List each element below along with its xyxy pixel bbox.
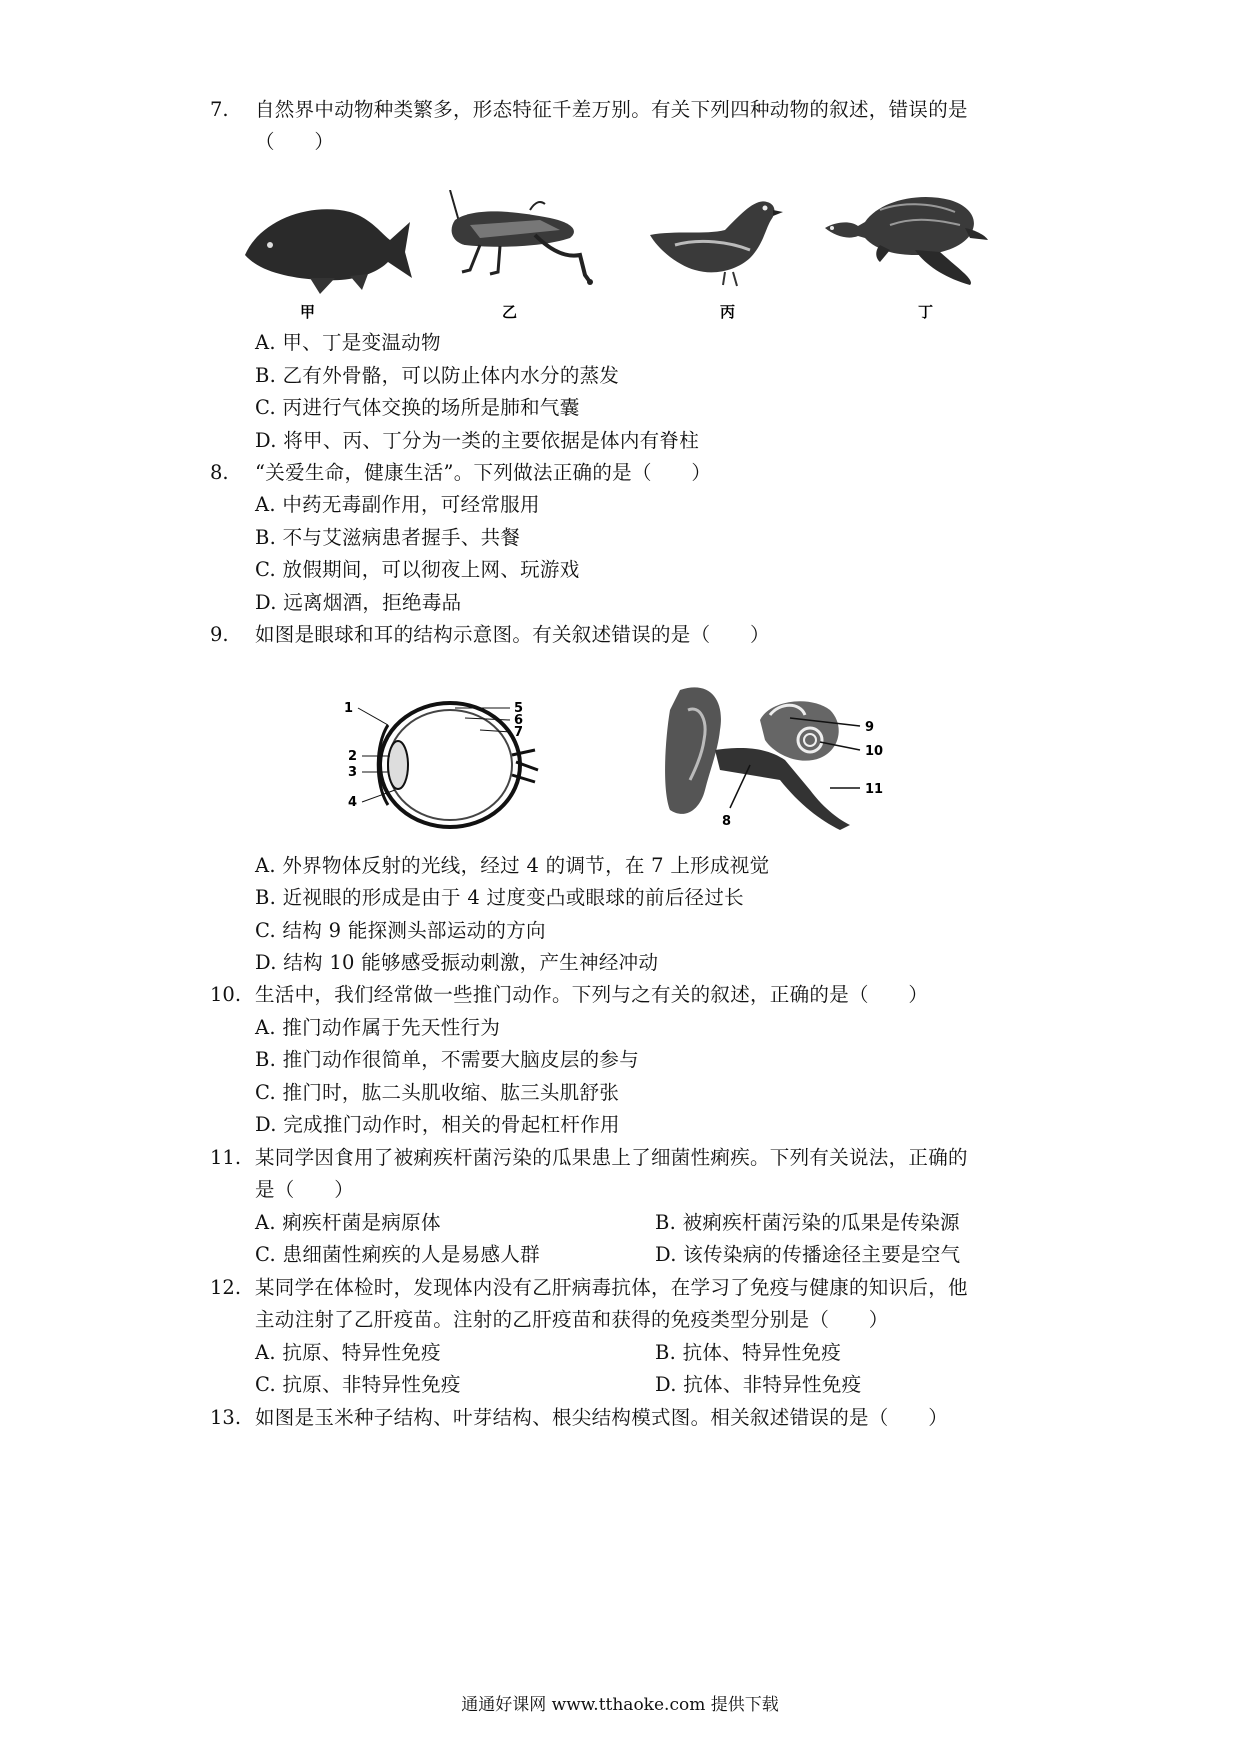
animals-figure (240, 190, 1040, 330)
fig-label-jia: 甲 (300, 303, 316, 321)
q10-option-a: A. 推门动作属于先天性行为 (255, 1016, 501, 1039)
q10-number: 10. (210, 983, 242, 1006)
q13-stem: 如图是玉米种子结构、叶芽结构、根尖结构模式图。相关叙述错误的是（ ） (255, 1406, 949, 1429)
pigeon-illustration (650, 201, 783, 286)
eye-label-2: 2 (348, 749, 358, 764)
q12-number: 12. (210, 1276, 242, 1299)
turtle-illustration (825, 197, 988, 285)
q8-stem: “关爱生命，健康生活”。下列做法正确的是（ ） (255, 461, 712, 484)
q7-number: 7. (210, 98, 229, 121)
q12-stem: 某同学在体检时，发现体内没有乙肝病毒抗体，在学习了免疫与健康的知识后，他 (255, 1276, 968, 1299)
eye-label-4: 4 (348, 795, 358, 810)
eye-label-7: 7 (514, 725, 524, 740)
q13-number: 13. (210, 1406, 242, 1429)
q10-stem: 生活中，我们经常做一些推门动作。下列与之有关的叙述，正确的是（ ） (255, 983, 929, 1006)
q11-stem-cont: 是（ ） (255, 1178, 355, 1201)
q7-stem: 自然界中动物种类繁多，形态特征千差万别。有关下列四种动物的叙述，错误的是 (255, 98, 968, 121)
ear-label-8: 8 (722, 814, 732, 829)
q11-option-c: C. 患细菌性痢疾的人是易感人群 (255, 1243, 540, 1266)
q11-option-b: B. 被痢疾杆菌污染的瓜果是传染源 (655, 1211, 960, 1234)
q8-option-a: A. 中药无毒副作用，可经常服用 (255, 493, 540, 516)
q9-option-a: A. 外界物体反射的光线，经过 4 的调节，在 7 上形成视觉 (255, 854, 770, 877)
q12-option-b: B. 抗体、特异性免疫 (655, 1341, 842, 1364)
ear-label-10: 10 (865, 744, 884, 759)
q7-option-a: A. 甲、丁是变温动物 (255, 331, 441, 354)
q11-number: 11. (210, 1146, 242, 1169)
eye-label-6: 6 (514, 713, 524, 728)
q11-stem: 某同学因食用了被痢疾杆菌污染的瓜果患上了细菌性痢疾。下列有关说法，正确的 (255, 1146, 968, 1169)
q9-option-c: C. 结构 9 能探测头部运动的方向 (255, 919, 546, 942)
ear-label-9: 9 (865, 720, 875, 735)
ear-diagram (660, 680, 900, 835)
q7-option-c: C. 丙进行气体交换的场所是肺和气囊 (255, 396, 580, 419)
q9-number: 9. (210, 623, 229, 646)
eye-label-3: 3 (348, 765, 358, 780)
eye-label-5: 5 (514, 701, 524, 716)
q8-option-b: B. 不与艾滋病患者握手、共餐 (255, 526, 521, 549)
q10-option-c: C. 推门时，肱二头肌收缩、肱三头肌舒张 (255, 1081, 620, 1104)
q10-option-d: D. 完成推门动作时，相关的骨起杠杆作用 (255, 1113, 620, 1136)
q8-number: 8. (210, 461, 229, 484)
q12-option-c: C. 抗原、非特异性免疫 (255, 1373, 461, 1396)
fig-label-yi: 乙 (502, 303, 518, 321)
fig-label-ding: 丁 (918, 303, 934, 321)
ear-label-11: 11 (865, 782, 884, 797)
q7-stem-bracket: （ ） (255, 130, 335, 153)
q11-option-a: A. 痢疾杆菌是病原体 (255, 1211, 441, 1234)
eye-diagram (340, 690, 540, 840)
q12-stem-cont: 主动注射了乙肝疫苗。注射的乙肝疫苗和获得的免疫类型分别是（ ） (255, 1308, 889, 1331)
q7-option-d: D. 将甲、丙、丁分为一类的主要依据是体内有脊柱 (255, 429, 700, 452)
eye-label-1: 1 (344, 701, 354, 716)
q9-stem: 如图是眼球和耳的结构示意图。有关叙述错误的是（ ） (255, 623, 770, 646)
q12-option-d: D. 抗体、非特异性免疫 (655, 1373, 862, 1396)
q9-option-d: D. 结构 10 能够感受振动刺激，产生神经冲动 (255, 951, 659, 974)
grasshopper-illustration (450, 190, 593, 285)
q8-option-d: D. 远离烟酒，拒绝毒品 (255, 591, 462, 614)
fig-label-bing: 丙 (720, 303, 736, 321)
page-footer: 通通好课网 www.tthaoke.com 提供下载 (461, 1695, 779, 1715)
q11-option-d: D. 该传染病的传播途径主要是空气 (655, 1243, 961, 1266)
q8-option-c: C. 放假期间，可以彻夜上网、玩游戏 (255, 558, 580, 581)
q9-option-b: B. 近视眼的形成是由于 4 过度变凸或眼球的前后径过长 (255, 886, 744, 909)
q12-option-a: A. 抗原、特异性免疫 (255, 1341, 441, 1364)
fish-illustration (245, 209, 412, 294)
q10-option-b: B. 推门动作很简单，不需要大脑皮层的参与 (255, 1048, 640, 1071)
q7-option-b: B. 乙有外骨骼，可以防止体内水分的蒸发 (255, 364, 620, 387)
